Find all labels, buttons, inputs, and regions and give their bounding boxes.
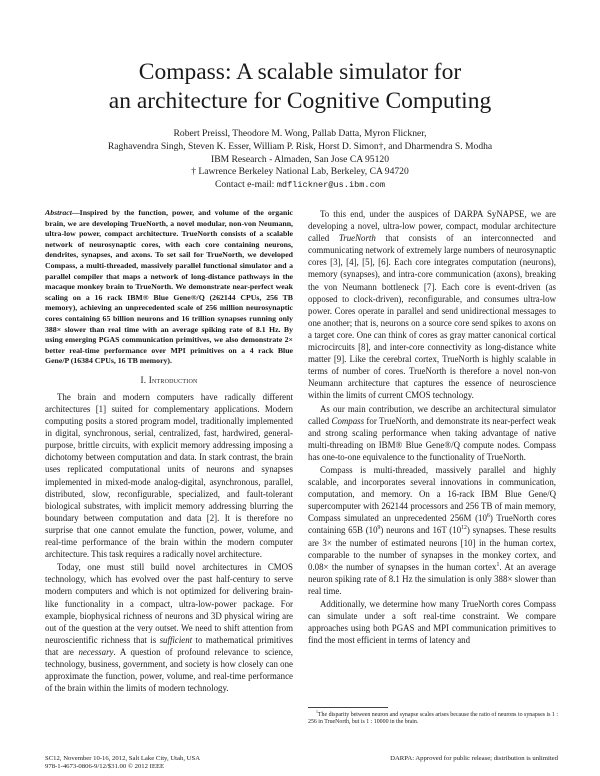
r3-sup-2: 9 xyxy=(377,525,381,532)
author-block xyxy=(30,128,570,192)
abstract-text: —Inspired by the function, power, and volume of the organic brain, we are developing TrueNorth, a novel modular, non-von Neumann, ultra-low power, compact architecture. TrueNorth consists of a scalable network of neurosynaptic cores, with each core containing neurons, dendrites, synapses, and axons. To set sail for TrueNorth, we developed Compass, a multi-threaded, massively parallel functional simulator and a parallel compiler that maps a network of long-distance pathways in the macaque monkey brain to TrueNorth. We demonstrate near-perfect weak scaling on a 16 rack IBM® Blue Gene®/Q (262144 CPUs, 256 TB memory), achieving an unprecedented scale of 256 million neurosynaptic cores containing 65 billion neurons and 16 trillion synapses running only 388× slower than real time with an average spiking rate of 8.1 Hz. By using emerging PGAS communication primitives, we also demonstrate 2× better real-time performance over MPI primitives on a 4 rack Blue Gene/P (16384 CPUs, 16 TB memory). xyxy=(45,208,293,366)
r1-text-b: that consists of an interconnected and communicating network of extremely large numbers of neurosynaptic cores [3], [4], [5], [6]. Each core integrates computation (neurons), memory (synapses), and intra-core communication (axons), breaking the von Neumann bottleneck [7]. Each core is event-driven (as opposed to clock-driven), reconfigurable, and consumes ultra-low power. Cores operate in parallel and send unidirectional messages to one another; that is, neurons on a source core send spikes to axons on a target core. One can think of cores as gray matter canonical cortical microcircuits [8], and inter-core connectivity as long-distance white matter [9]. Like the cerebral cortex, TrueNorth is highly scalable in terms of number of cores. TrueNorth is therefore a novel non-von Neumann architecture that captures the essence of neuroscience within the limits of current CMOS technology. xyxy=(308,233,557,401)
r3-text-e: . At an average neuron spiking rate of 8.1 Hz the simulation is only 388× slower than real time. xyxy=(308,561,556,596)
contact-line xyxy=(30,179,570,192)
title-line-1: Compass: A scalable simulator for xyxy=(138,59,462,85)
affiliation-ibm: IBM Research - Almaden, San Jose CA 95120 xyxy=(211,153,389,165)
r3-text-a: Compass is multi-threaded, massively parallel and highly scalable, and incorporates several innovations in communication, computation, and memory. On a 16-rack IBM Blue Gene/Q supercomputer with 262144 processors and 256 TB of main memory, Compass simulated an unprecedented 256M (10 xyxy=(308,464,556,524)
intro-paragraph-3 xyxy=(308,208,556,402)
section-heading-introduction: I. Introduction xyxy=(140,374,198,385)
title-line-2: an architecture for Cognitive Computing xyxy=(108,88,492,114)
r3-sup-3: 12 xyxy=(461,525,467,532)
intro-p2-emphasis-necessary: necessary xyxy=(78,646,114,657)
footnote-divider xyxy=(308,707,388,708)
left-column xyxy=(45,208,293,694)
author-line-2: Raghavendra Singh, Steven K. Esser, William P. Risk, Horst D. Simon†, and Dharmendra S. Modha xyxy=(107,140,493,152)
footnote-mark: 1 xyxy=(316,710,318,715)
r2-text-b: for TrueNorth, and demonstrate its near-perfect weak and strong scaling performance when taking advantage of native multi-threading on IBM® Blue Gene®/Q compute nodes. Compass has one-to-one equivalence to the functionality of TrueNorth. xyxy=(308,415,556,462)
r2-emphasis-compass: Compass xyxy=(331,415,365,426)
release-statement: DARPA: Approved for public release; distribution is unlimited xyxy=(390,755,558,762)
right-column xyxy=(308,208,556,646)
r3-text-b: ) TrueNorth cores containing 65B (10 xyxy=(308,513,556,536)
intro-paragraph-2 xyxy=(45,561,293,694)
footnote-1 xyxy=(308,712,558,727)
r3-sup-1: 6 xyxy=(486,513,490,520)
r2-text-a: As our main contribution, we describe an architectural simulator called xyxy=(308,403,556,426)
contact-label: Contact e-mail: xyxy=(214,179,277,191)
intro-paragraph-5 xyxy=(308,464,556,597)
paper-title xyxy=(0,58,600,116)
footnote-text: The disparity between neuron and synapse scales arises because the ratio of neurons to synapses is 1 : 256 in TrueNorth, but is 1 : 10000 in the brain. xyxy=(308,712,558,726)
copyright-info: 978-1-4673-0806-9/12/$31.00 © 2012 IEEE xyxy=(45,763,165,771)
r3-text-c: ) neurons and 16T (10 xyxy=(380,525,462,536)
intro-paragraph-1: The brain and modern computers have radically different architectures [1] suited for complementary applications. Modern computing posits a stored program model, traditionally implemented in digital, synchronous, serial, centralized, fast, hardwired, general-purpose, brittle circuits, with explicit memory addressing imposing a dichotomy between computation and data. In stark contrast, the brain uses replicated computational units of neurons and synapses implemented in mixed-mode analog-digital, asynchronous, parallel, distributed, slow, reconfigurable, specialized, and fault-tolerant biological substrates, with implicit memory addressing blurring the boundary between computation and data [2]. It is therefore no surprise that one cannot emulate the function, power, volume, and real-time performance of the brain within the modern computer architecture. This task requires a radically novel architecture. xyxy=(45,391,293,560)
abstract xyxy=(45,208,293,367)
intro-p2-text-b: to mathematical primitives that are xyxy=(45,634,293,657)
r3-text-d: ) synapses. These results are 3× the number of estimated neurons [10] in the human cortex, comparable to the number of synapses in the monkey cortex, and 0.08× the number of synapses in the human cortex xyxy=(308,525,556,572)
affiliation-lbnl: † Lawrence Berkeley National Lab, Berkeley, CA 94720 xyxy=(191,166,409,178)
intro-paragraph-6: Additionally, we determine how many TrueNorth cores Compass can simulate under a soft real-time constraint. We compare approaches using both PGAS and MPI communication primitives to find the most efficient in terms of latency and xyxy=(308,599,556,646)
conference-footer xyxy=(45,755,200,772)
r1-emphasis-truenorth: TrueNorth xyxy=(338,233,376,244)
author-line-1: Robert Preissl, Theodore M. Wong, Pallab Datta, Myron Flickner, xyxy=(173,128,427,139)
intro-p2-text-a: Today, one must still build novel architectures in CMOS technology, which has evolved over the past half-century to serve modern computers and which is not optimized for delivering brain-like functionality in a compact, ultra-low-power package. For example, biophysical richness of neurons and 3D physical wiring are out of the question at the very outset. We need to shift attention from neuroscientific richness that is xyxy=(45,562,293,645)
abstract-label: Abstract xyxy=(45,208,72,217)
intro-p2-text-c: . A question of profound relevance to science, technology, business, government, and society is how closely can one approximate the function, power, volume, and real-time performance of the brain within the limits of modern technology. xyxy=(45,646,293,694)
intro-p2-emphasis-sufficient: sufficient xyxy=(159,634,193,645)
intro-paragraph-4 xyxy=(308,403,556,463)
contact-email[interactable]: mdflickner@us.ibm.com xyxy=(276,180,386,191)
footnote-ref-1[interactable]: 1 xyxy=(496,561,500,568)
conference-info: SC12, November 10-16, 2012, Salt Lake City, Utah, USA xyxy=(45,755,201,762)
r1-text-a: To this end, under the auspices of DARPA SyNAPSE, we are developing a novel, ultra-low power, compact, modular architecture called xyxy=(308,209,556,244)
